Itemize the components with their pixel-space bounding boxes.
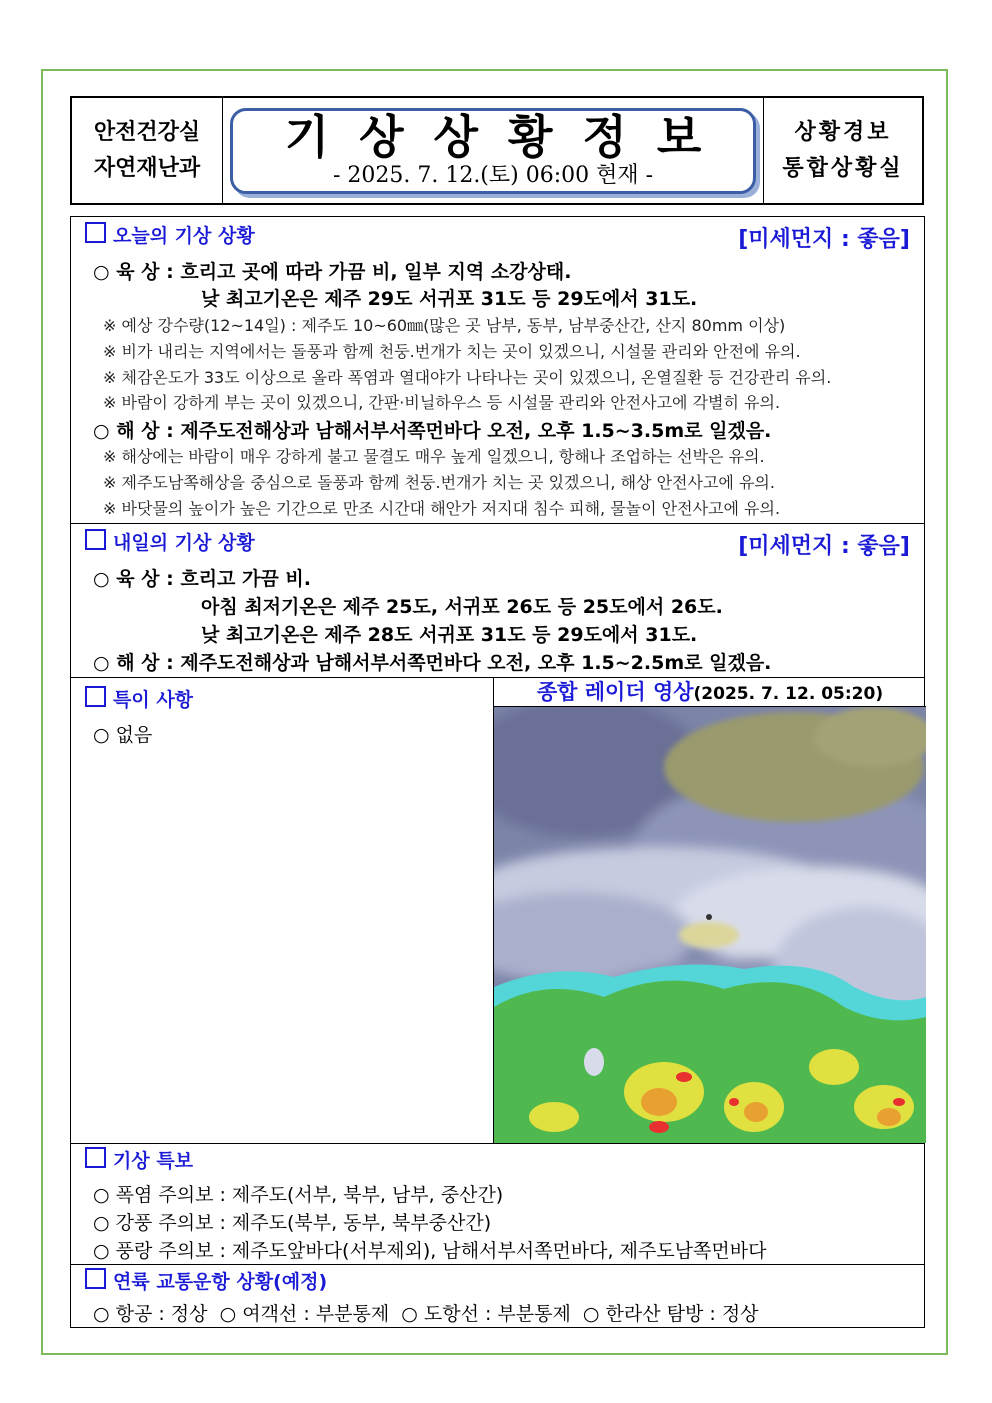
today-dust-badge: [미세먼지 : 좋음] (738, 227, 910, 252)
checkbox-icon (85, 1268, 106, 1289)
page-title: 기상상황정보 (284, 110, 732, 164)
warning-item-2: ○ 강풍 주의보 : 제주도(북부, 동부, 북부중산간) (93, 1212, 492, 1234)
warnings-title: 기상 특보 (113, 1150, 194, 1172)
header (70, 96, 924, 205)
today-sea-note-2: ※ 제주도남쪽해상을 중심으로 돌풍과 함께 천둥.번개가 치는 곳 있겠으니, 해상 안전사고에 유의. (103, 473, 775, 492)
radar-panel (493, 678, 926, 1143)
tomorrow-title: 내일의 기상 상황 (113, 532, 255, 554)
today-sea-line: ○ 해 상 : 제주도전해상과 남해서부서쪽먼바다 오전, 오후 1.5~3.5m로 일겠음. (93, 420, 772, 442)
tomorrow-section (70, 523, 925, 678)
radar-title-text: 종합 레이더 영상 (536, 680, 694, 704)
tomorrow-land-line: ○ 육 상 : 흐리고 가끔 비. (93, 568, 311, 590)
radar-map-graphic (494, 707, 926, 1143)
today-title: 오늘의 기상 상황 (113, 225, 255, 247)
tomorrow-land-max: 낮 최고기온은 제주 28도 서귀포 31도 등 29도에서 31도. (201, 624, 698, 646)
today-section (70, 216, 925, 524)
traffic-status-line: ○ 항공 : 정상 ○ 여객선 : 부분통제 ○ 도항선 : 부분통제 ○ 한라산 탐방 : 정상 (93, 1303, 759, 1325)
radar-title (494, 678, 926, 707)
tomorrow-sea-line: ○ 해 상 : 제주도전해상과 남해서부서쪽먼바다 오전, 오후 1.5~2.5m로 일겠음. (93, 652, 772, 674)
traffic-heading (85, 1267, 327, 1294)
checkbox-icon (85, 1147, 106, 1168)
warning-item-3: ○ 풍랑 주의보 : 제주도앞바다(서부제외), 남해서부서쪽먼바다, 제주도남쪽먼바다 (93, 1240, 767, 1262)
tomorrow-land-min: 아침 최저기온은 제주 25도, 서귀포 26도 등 25도에서 26도. (201, 596, 723, 618)
checkbox-icon (85, 686, 106, 707)
office-line2: 통합상황실 (782, 155, 904, 181)
radar-image (494, 707, 926, 1143)
department-line2: 자연재난과 (93, 155, 201, 181)
warnings-section (70, 1143, 925, 1265)
traffic-section (70, 1264, 925, 1328)
today-note-3: ※ 체감온도가 33도 이상으로 올라 폭염과 열대야가 나타나는 곳이 있겠으니, 온열질환 등 건강관리 유의. (103, 368, 832, 387)
department-line1: 안전건강실 (93, 119, 201, 145)
checkbox-icon (85, 222, 106, 243)
today-note-1: ※ 예상 강수량(12~14일) : 제주도 10~60㎜(많은 곳 남부, 동부, 남부중산간, 산지 80mm 이상) (103, 316, 786, 335)
title-box (230, 108, 756, 194)
tomorrow-dust-badge: [미세먼지 : 좋음] (738, 534, 910, 559)
warnings-heading (85, 1146, 193, 1173)
office-label (763, 98, 922, 203)
today-land-line: ○ 육 상 : 흐리고 곳에 따라 가끔 비, 일부 지역 소강상태. (93, 261, 572, 283)
department-label (72, 98, 223, 203)
today-heading (85, 221, 255, 248)
today-note-4: ※ 바람이 강하게 부는 곳이 있겠으니, 간판·비닐하우스 등 시설물 관리와 안전사고에 각별히 유의. (103, 393, 781, 412)
special-item: ○ 없음 (93, 724, 153, 746)
today-note-2: ※ 비가 내리는 지역에서는 돌풍과 함께 천둥.번개가 치는 곳이 있겠으니, 시설물 관리와 안전에 유의. (103, 342, 801, 361)
tomorrow-heading (85, 528, 255, 555)
today-land-temp: 낮 최고기온은 제주 29도 서귀포 31도 등 29도에서 31도. (201, 288, 698, 310)
office-line1: 상황경보 (794, 119, 892, 145)
report-date: - 2025. 7. 12.(토) 06:00 현재 - (332, 163, 654, 188)
special-heading (85, 685, 193, 712)
special-title: 특이 사항 (113, 689, 194, 711)
radar-time: (2025. 7. 12. 05:20) (693, 684, 884, 704)
today-sea-note-1: ※ 해상에는 바람이 매우 강하게 불고 물결도 매우 높게 일겠으니, 항해나 조업하는 선박은 유의. (103, 447, 765, 466)
today-sea-note-3: ※ 바닷물의 높이가 높은 기간으로 만조 시간대 해안가 저지대 침수 피해, 물놀이 안전사고에 유의. (103, 499, 781, 518)
traffic-title: 연륙 교통운항 상황(예정) (113, 1271, 328, 1293)
checkbox-icon (85, 529, 106, 550)
warning-item-1: ○ 폭염 주의보 : 제주도(서부, 북부, 남부, 중산간) (93, 1184, 504, 1206)
